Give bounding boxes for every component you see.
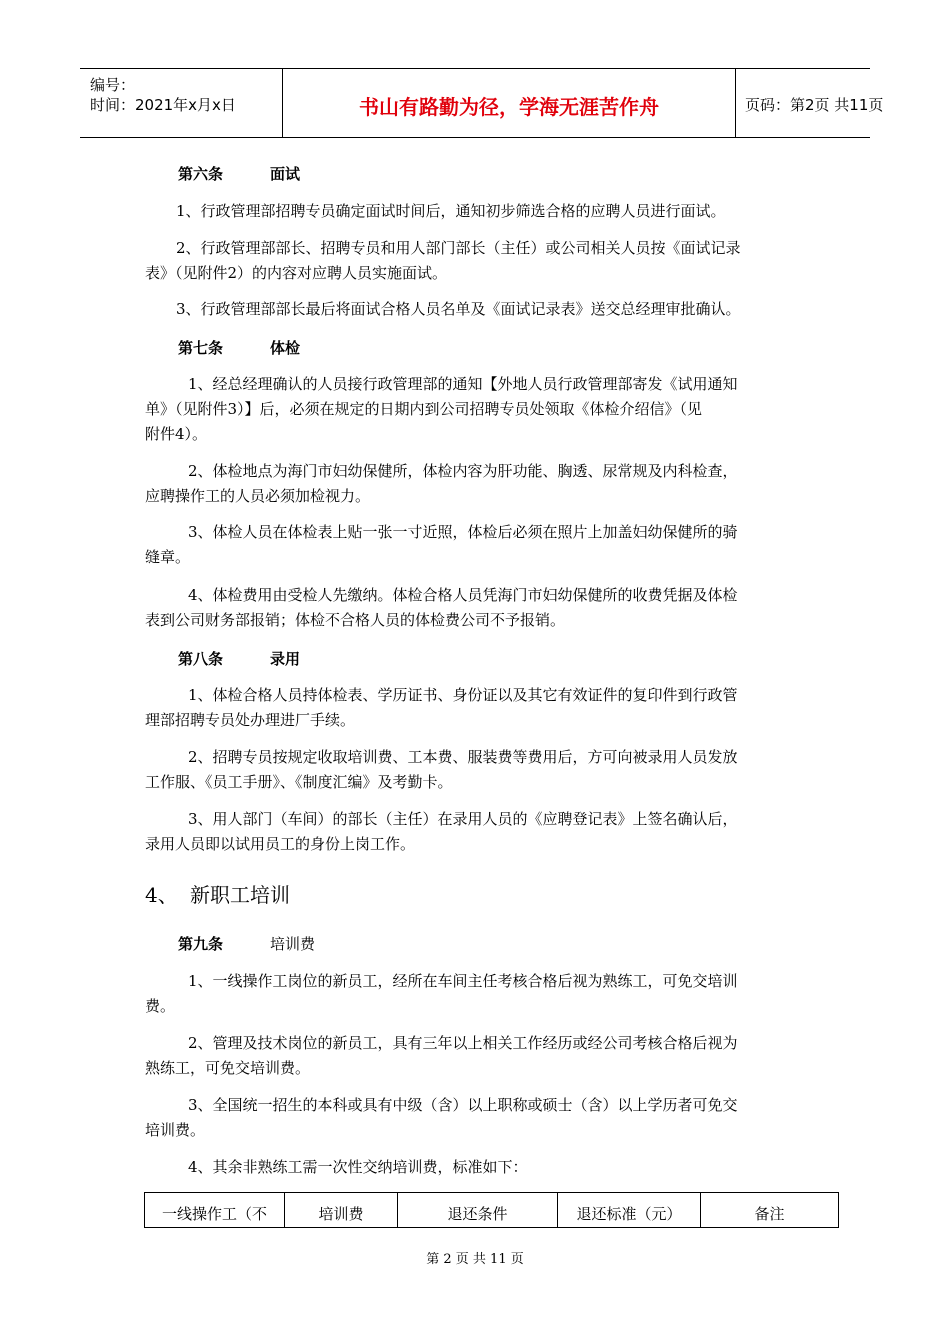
- section4-heading: 新职工培训: [190, 883, 290, 907]
- article7-para1-line3: 附件4）。: [145, 425, 208, 443]
- document-time-label: 时间：2021年x月x日: [90, 96, 236, 114]
- article7-para2-line2: 应聘操作工的人员必须加检视力。: [145, 487, 371, 505]
- article9-para2-line2: 熟练工，可免交培训费。: [145, 1059, 311, 1077]
- article7-para2-line1: 2、体检地点为海门市妇幼保健所，体检内容为肝功能、胸透、尿常规及内科检查，: [188, 462, 738, 480]
- article7-para3-line2: 缝章。: [145, 548, 191, 566]
- article9-para2-line1: 2、管理及技术岗位的新员工，具有三年以上相关工作经历或经公司考核合格后视为: [188, 1034, 738, 1052]
- article8-para2-line2: 工作服、《员工手册》、《制度汇编》及考勤卡。: [145, 773, 453, 791]
- article8-para2-line1: 2、招聘专员按规定收取培训费、工本费、服装费等费用后，方可向被录用人员发放: [188, 748, 738, 766]
- table-header-cell: 退还标准（元）: [558, 1193, 701, 1227]
- article6-para2-line1: 2、行政管理部部长、招聘专员和用人部门部长（主任）或公司相关人员按《面试记录: [176, 239, 741, 257]
- page-footer: 第 2 页 共 11 页: [426, 1252, 524, 1267]
- article6-para1: 1、行政管理部招聘专员确定面试时间后，通知初步筛选合格的应聘人员进行面试。: [176, 202, 726, 220]
- article6-subtitle: 面试: [270, 165, 301, 183]
- article7-subtitle: 体检: [270, 339, 301, 357]
- header-page-info: 页码：第2页 共11页: [745, 96, 884, 114]
- article7-para3-line1: 3、体检人员在体检表上贴一张一寸近照，体检后必须在照片上加盖妇幼保健所的骑: [188, 523, 738, 541]
- article9-para3-line2: 培训费。: [145, 1121, 206, 1139]
- article8-subtitle: 录用: [270, 650, 301, 668]
- table-header-cell: 培训费: [285, 1193, 398, 1227]
- header-meta-cell: [80, 69, 282, 137]
- header-motto-cell: [282, 69, 736, 137]
- page-header: [80, 68, 884, 138]
- article9-para1-line2: 费。: [145, 997, 176, 1015]
- section4-number: 4、: [145, 883, 178, 907]
- article6-title: 第六条: [178, 165, 224, 183]
- table-header-cell: 一线操作工（不: [145, 1193, 285, 1227]
- table-header-cell: 退还条件: [398, 1193, 558, 1227]
- article6-para2-line2: 表》（见附件2）的内容对应聘人员实施面试。: [145, 264, 448, 282]
- table-header-cell: 备注: [754, 1205, 785, 1223]
- article7-para4-line2: 表到公司财务部报销；体检不合格人员的体检费公司不予报销。: [145, 611, 566, 629]
- article8-para3-line2: 录用人员即以试用员工的身份上岗工作。: [145, 835, 416, 853]
- article9-para4: 4、其余非熟练工需一次性交纳培训费，标准如下：: [188, 1158, 528, 1176]
- article9-subtitle: 培训费: [270, 935, 316, 953]
- article9-para1-line1: 1、一线操作工岗位的新员工，经所在车间主任考核合格后视为熟练工，可免交培训: [188, 972, 738, 990]
- article8-title: 第八条: [178, 650, 224, 668]
- article7-title: 第七条: [178, 339, 224, 357]
- header-motto: 书山有路勤为径，学海无涯苦作舟: [359, 95, 659, 119]
- article8-para1-line2: 理部招聘专员处办理进厂手续。: [145, 711, 356, 729]
- article6-para3: 3、行政管理部部长最后将面试合格人员名单及《面试记录表》送交总经理审批确认。: [176, 300, 741, 318]
- document-number-label: 编号：: [90, 76, 136, 94]
- article8-para1-line1: 1、体检合格人员持体检表、学历证书、身份证以及其它有效证件的复印件到行政管: [188, 686, 738, 704]
- article7-para4-line1: 4、体检费用由受检人先缴纳。体检合格人员凭海门市妇幼保健所的收费凭据及体检: [188, 586, 738, 604]
- article7-para1-line1: 1、经总经理确认的人员接行政管理部的通知【外地人员行政管理部寄发《试用通知: [188, 375, 738, 393]
- article7-para1-line2: 单》（见附件3）】后，必须在规定的日期内到公司招聘专员处领取《体检介绍信》（见: [145, 400, 703, 418]
- article8-para3-line1: 3、用人部门（车间）的部长（主任）在录用人员的《应聘登记表》上签名确认后，: [188, 810, 738, 828]
- article9-para3-line1: 3、全国统一招生的本科或具有中级（含）以上职称或硕士（含）以上学历者可免交: [188, 1096, 738, 1114]
- training-fee-table: [144, 1192, 839, 1228]
- header-page-cell: [735, 69, 884, 137]
- article9-title: 第九条: [178, 935, 224, 953]
